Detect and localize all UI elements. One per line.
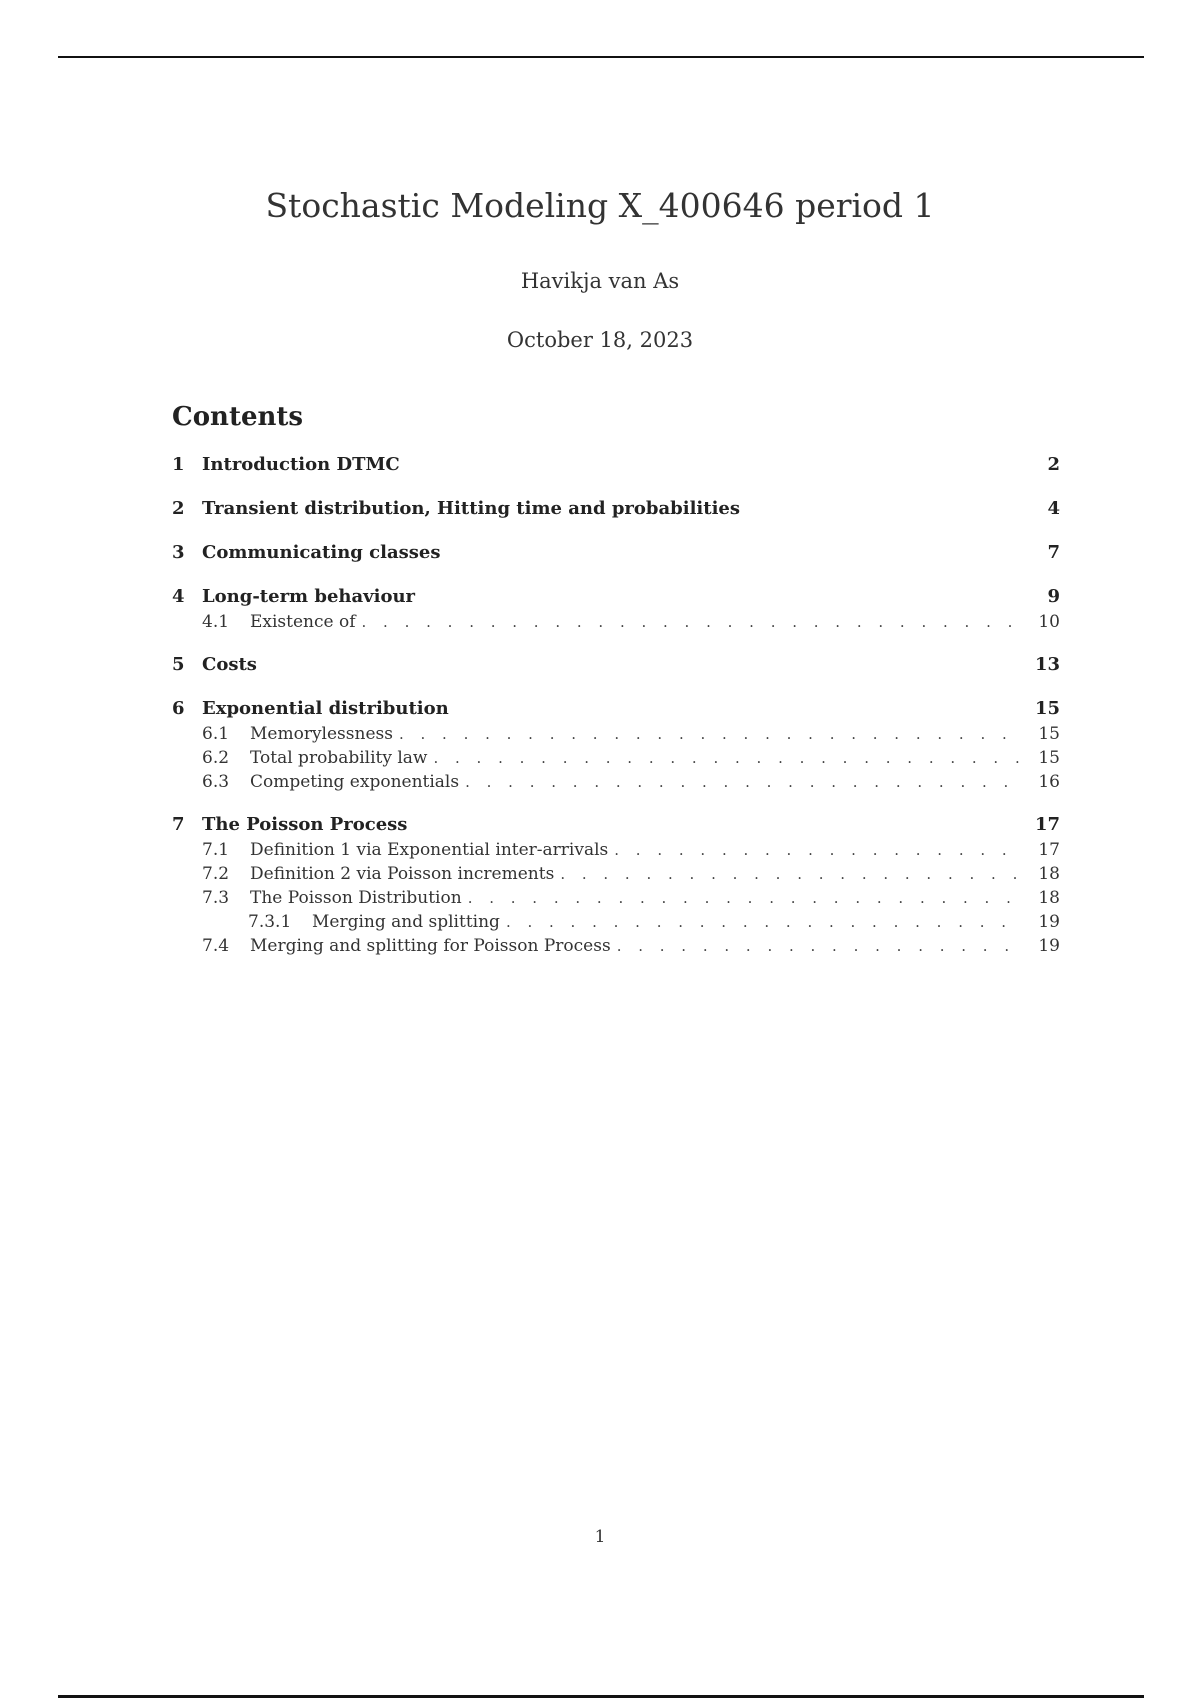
toc-entry-label: Costs [202,654,257,675]
footer-rule [58,1695,1144,1698]
toc-entry[interactable] [172,452,1060,478]
toc-subentry-number: 6.3 [202,772,230,792]
toc-section-5 [172,652,1060,678]
toc-section-6 [172,696,1060,794]
toc-entry-label: Transient distribution, Hitting time and probabilities [202,498,740,519]
toc-leader-dots [399,722,1020,746]
toc-section-4 [172,584,1060,634]
toc-leader-dots [614,838,1020,862]
toc-subentry-number: 4.1 [202,612,230,632]
toc-entry-label: Long-term behaviour [202,586,416,607]
toc-subentry[interactable] [172,934,1060,958]
toc-entry[interactable] [172,540,1060,566]
toc-heading: Contents [172,402,304,432]
toc-leader-dots [560,862,1020,886]
toc-subentry[interactable] [172,886,1060,910]
toc-leader-dots [433,746,1020,770]
toc-subentry-label: Memorylessness [250,724,393,744]
toc-entry-page: 9 [1047,586,1060,607]
toc-subsubentry-page: 19 [1038,912,1060,932]
toc-subsubentry-label: Merging and splitting [312,912,500,932]
toc-subentry-label: Definition 1 via Exponential inter-arrivals [250,840,609,860]
toc-entry[interactable] [172,652,1060,678]
toc-entry[interactable] [172,584,1060,610]
toc-entry-label: The Poisson Process [202,814,408,835]
page-number: 1 [594,1527,606,1547]
toc-subentry[interactable] [172,746,1060,770]
toc-subentry-label: Definition 2 via Poisson increments [250,864,555,884]
toc-entry-label: Introduction DTMC [202,454,400,475]
toc-entry-page: 4 [1047,498,1060,519]
toc-section-3 [172,540,1060,566]
toc-subentry-page: 15 [1038,724,1060,744]
toc-entry-number: 3 [172,542,185,563]
header-rule [58,56,1144,58]
toc-subentry-page: 10 [1038,612,1060,632]
toc-entry-number: 5 [172,654,185,675]
toc-entry-number: 1 [172,454,185,475]
toc-entry[interactable] [172,696,1060,722]
toc-entry-label: Exponential distribution [202,698,449,719]
document-title: Stochastic Modeling X_400646 period 1 [265,186,935,225]
toc-subentry-label: Existence of [250,612,356,632]
toc-subentry-number: 6.1 [202,724,230,744]
toc-entry-page: 7 [1047,542,1060,563]
toc-entry-number: 6 [172,698,185,719]
toc-subentry[interactable] [172,838,1060,862]
toc-subentry-page: 16 [1038,772,1060,792]
toc-entry-page: 13 [1034,654,1060,675]
toc-section-7 [172,812,1060,958]
toc-entry[interactable] [172,496,1060,522]
toc-subentry-number: 7.1 [202,840,230,860]
document-author: Havikja van As [520,269,680,293]
toc-section-2 [172,496,1060,522]
toc-leader-dots [617,934,1020,958]
toc-entry-number: 2 [172,498,185,519]
toc-entry-label: Communicating classes [202,542,441,563]
document-date: October 18, 2023 [506,328,694,352]
toc-entry[interactable] [172,812,1060,838]
toc-entry-number: 7 [172,814,185,835]
toc-entry-page: 15 [1034,698,1060,719]
toc-entry-number: 4 [172,586,185,607]
toc-subentry-label: Total probability law [250,748,428,768]
toc-subsubentry-number: 7.3.1 [248,912,292,932]
toc-leader-dots [465,770,1020,794]
toc-subentry[interactable] [172,770,1060,794]
table-of-contents [172,400,1060,958]
toc-subentry-label: Merging and splitting for Poisson Process [250,936,611,956]
toc-subsubentry[interactable] [172,910,1060,934]
toc-subentry-label: Competing exponentials [250,772,460,792]
toc-subentry[interactable] [172,610,1060,634]
toc-subentry-number: 7.2 [202,864,230,884]
toc-subentry-page: 19 [1038,936,1060,956]
toc-subentry-page: 17 [1038,840,1060,860]
toc-subentry[interactable] [172,722,1060,746]
toc-leader-dots [362,610,1020,634]
toc-leader-dots [468,886,1020,910]
toc-entry-page: 17 [1034,814,1060,835]
toc-subentry-page: 18 [1038,888,1060,908]
toc-leader-dots [506,910,1020,934]
toc-subentry-page: 18 [1038,864,1060,884]
toc-section-1 [172,452,1060,478]
toc-subentry[interactable] [172,862,1060,886]
toc-subentry-number: 7.3 [202,888,230,908]
toc-entry-page: 2 [1047,454,1060,475]
toc-subentry-number: 7.4 [202,936,230,956]
toc-subentry-label: The Poisson Distribution [250,888,462,908]
toc-subentry-number: 6.2 [202,748,230,768]
toc-subentry-page: 15 [1038,748,1060,768]
